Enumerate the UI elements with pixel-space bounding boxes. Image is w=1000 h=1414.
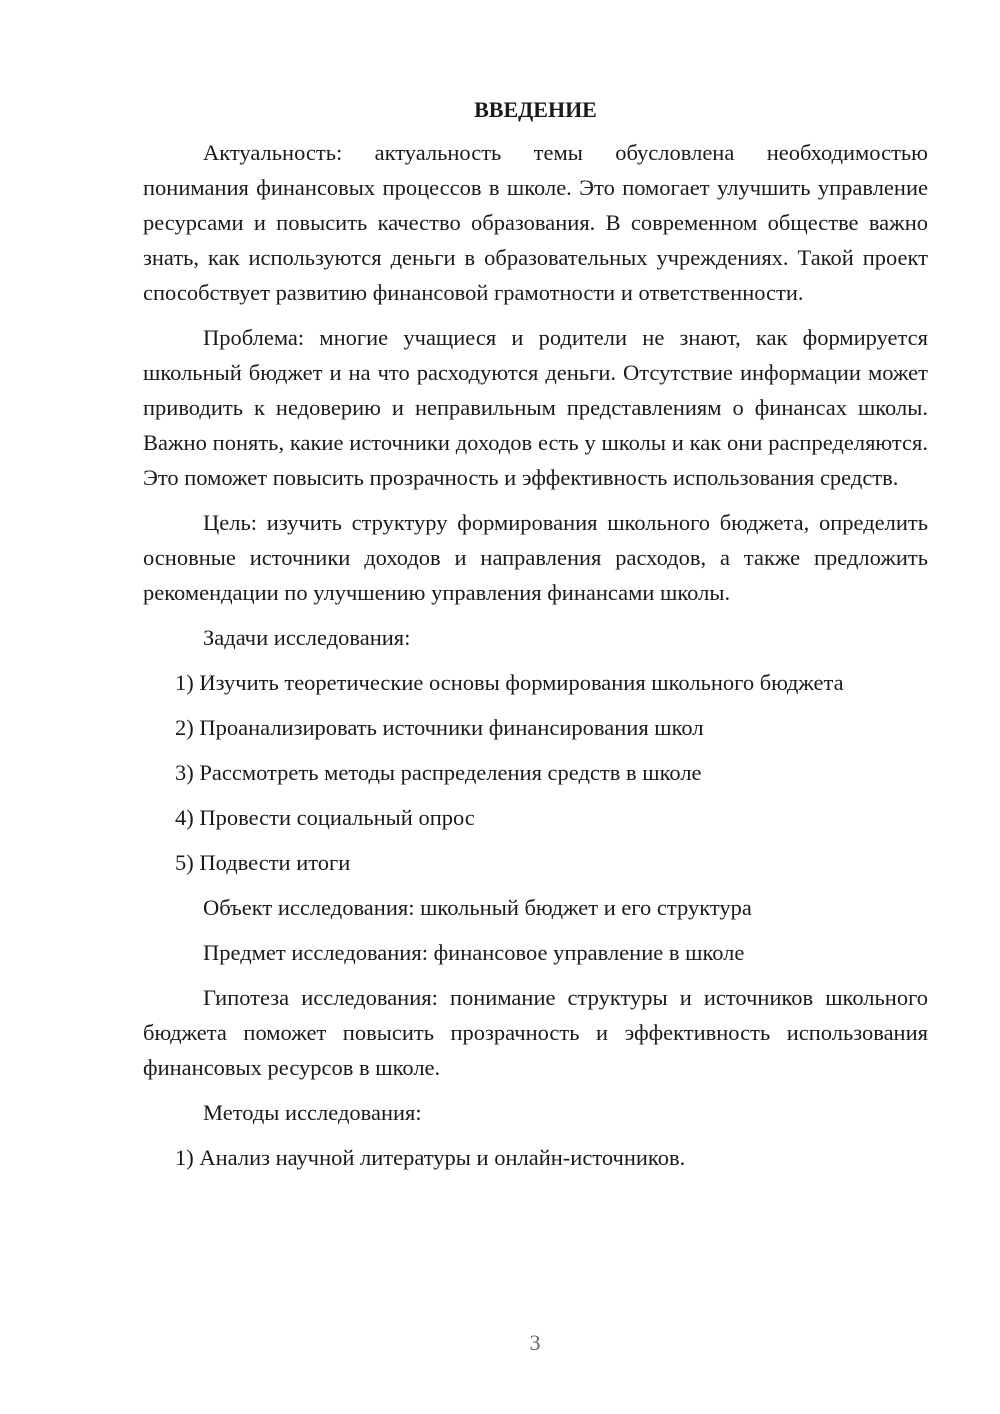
tasks-heading: Задачи исследования: <box>203 625 411 650</box>
hypothesis-paragraph: Гипотеза исследования: понимание структуры и источников школьного бюджета поможет повысить прозрачность и эффективность использования финансовых ресурсов в школе. <box>143 985 928 1080</box>
relevance-paragraph: Актуальность: актуальность темы обусловлена необходимостью понимания финансовых процессов в школе. Это помогает улучшить управление ресурсами и повысить качество образования. В современном обществе важно знать, как используются деньги в образовательных учреждениях. Такой проект способствует развитию финансовой грамотности и ответственности. <box>143 140 928 305</box>
subject-line: Предмет исследования: финансовое управление в школе <box>203 940 745 965</box>
document-page <box>143 95 928 1185</box>
list-item: 5) Подвести итоги <box>175 850 351 875</box>
list-item: 1) Изучить теоретические основы формирования школьного бюджета <box>175 670 844 695</box>
list-item: 3) Рассмотреть методы распределения средств в школе <box>175 760 702 785</box>
methods-heading: Методы исследования: <box>203 1100 422 1125</box>
page-title: ВВЕДЕНИЕ <box>474 97 597 122</box>
list-item: 2) Проанализировать источники финансирования школ <box>175 715 704 740</box>
problem-paragraph: Проблема: многие учащиеся и родители не знают, как формируется школьный бюджет и на что расходуются деньги. Отсутствие информации может приводить к недоверию и неправильным представлениям о финансах школы. Важно понять, какие источники доходов есть у школы и как они распределяются. Это поможет повысить прозрачность и эффективность использования средств. <box>143 325 928 490</box>
goal-paragraph: Цель: изучить структуру формирования школьного бюджета, определить основные источники доходов и направления расходов, а также предложить рекомендации по улучшению управления финансами школы. <box>143 510 928 605</box>
methods-list <box>143 1140 928 1175</box>
page-number: 3 <box>529 1330 541 1355</box>
object-line: Объект исследования: школьный бюджет и его структура <box>203 895 752 920</box>
list-item: 1) Анализ научной литературы и онлайн-источников. <box>175 1145 686 1170</box>
tasks-list <box>143 665 928 880</box>
list-item: 4) Провести социальный опрос <box>175 805 475 830</box>
